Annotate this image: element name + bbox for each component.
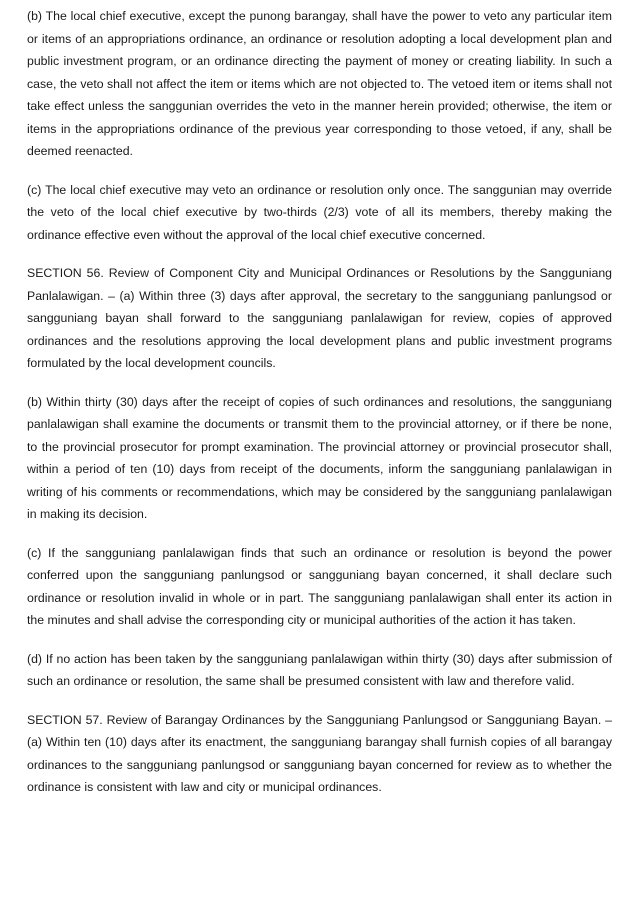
paragraph-section-56-b: (b) Within thirty (30) days after the receipt of copies of such ordinances and resolutions, the sangguniang panlalawigan shall examine the documents or transmit them to the provincial attorney, or if there be none, to the provincial prosecutor for prompt examination. The provincial attorney or provincial prosecutor shall, within a period of ten (10) days from receipt of the documents, inform the sangguniang panlalawigan in writing of his comments or recommendations, which may be considered by the sangguniang panlalawigan in making its decision. — [27, 394, 612, 521]
paragraph-veto-items: (b) The local chief executive, except the punong barangay, shall have the power to veto any particular item or items of an appropriations ordinance, an ordinance or resolution adopting a local development plan and public investment program, or an ordinance directing the payment of money or creating liability. In such a case, the veto shall not affect the item or items which are not objected to. The vetoed item or items shall not take effect unless the sanggunian overrides the veto in the manner herein provided; otherwise, the item or items in the appropriations ordinance of the previous year corresponding to those vetoed, if any, shall be deemed reenacted. — [27, 9, 612, 158]
paragraph-section-56-d: (d) If no action has been taken by the sangguniang panlalawigan within thirty (30) days after submission of such an ordinance or resolution, the same shall be presumed consistent with law and therefore valid. — [27, 651, 612, 688]
paragraph-section-57-a: SECTION 57. Review of Barangay Ordinances by the Sangguniang Panlungsod or Sangguniang Bayan. – (a) Within ten (10) days after its enactment, the sangguniang barangay shall furnish copies of all barangay ordinances to the sangguniang panlungsod or sangguniang bayan concerned for review as to whether the ordinance is consistent with law and city or municipal ordinances. — [27, 712, 612, 794]
paragraph-section-56-a: SECTION 56. Review of Component City and Municipal Ordinances or Resolutions by the Sangguniang Panlalawigan. – (a) Within three (3) days after approval, the secretary to the sangguniang panlungsod or sangguniang bayan shall forward to the sangguniang panlalawigan for review, copies of approved ordinances and the resolutions approving the local development plans and public investment programs formulated by the local development councils. — [27, 266, 612, 370]
paragraph-section-56-c: (c) If the sangguniang panlalawigan finds that such an ordinance or resolution is beyond the power conferred upon the sangguniang panlungsod or sangguniang bayan concerned, it shall declare such ordinance or resolution invalid in whole or in part. The sangguniang panlalawigan shall enter its action in the minutes and shall advise the corresponding city or municipal authorities of the action it has taken. — [27, 545, 612, 627]
document-page — [27, 5, 612, 815]
paragraph-veto-once: (c) The local chief executive may veto an ordinance or resolution only once. The sanggunian may override the veto of the local chief executive by two-thirds (2/3) vote of all its members, thereby making the ordinance effective even without the approval of the local chief executive concerned. — [27, 182, 612, 242]
